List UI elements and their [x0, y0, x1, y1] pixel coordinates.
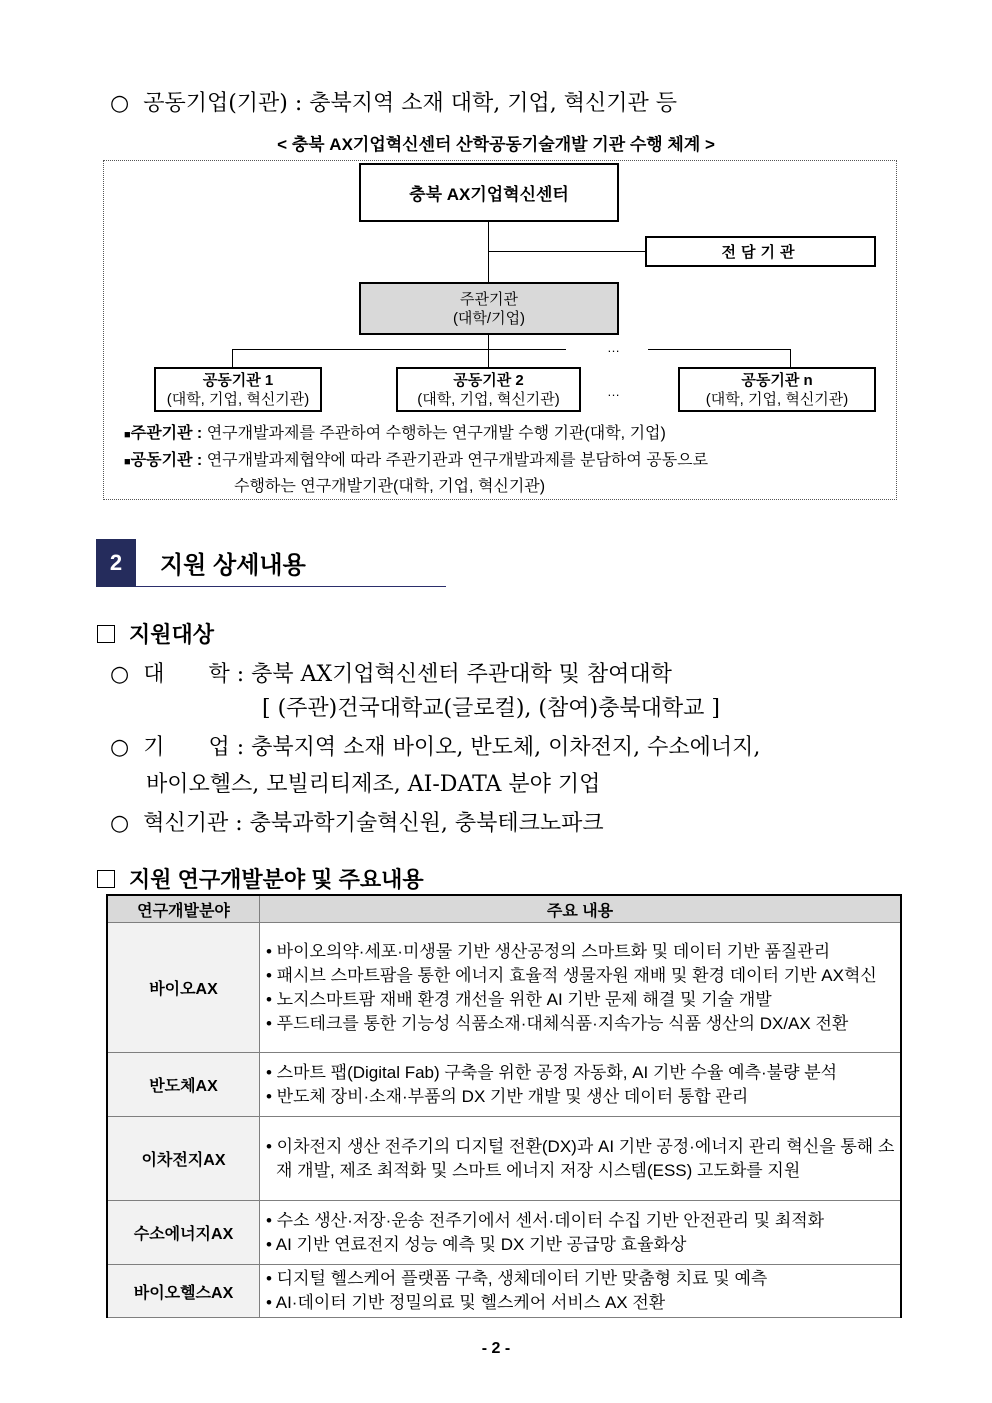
square-bullet-icon: ■: [124, 429, 131, 441]
bullet-marker: ○: [110, 91, 130, 116]
content-item: • 디지털 헬스케어 플랫폼 구축, 생체데이터 기반 맞춤형 치료 및 예측: [266, 1269, 768, 1288]
content-item: • AI·데이터 기반 정밀의료 및 헬스케어 서비스 AX 전환: [266, 1293, 666, 1312]
content-item: • 이차전지 생산 전주기의 디지털 전환(DX)과 AI 기반 공정·에너지 관리 혁신을 통해 소재 개발, 제조 최적화 및 스마트 에너지 저장 시스템(ESS) 고도화를 지원: [266, 1136, 895, 1180]
target-label: 혁신기관: [143, 811, 229, 836]
co-org-title: 공동기관 2: [453, 371, 524, 389]
field-category: 반도체AX: [107, 1053, 260, 1117]
bullet-text: 공동기업(기관) : 충북지역 소재 대학, 기업, 혁신기관 등: [143, 91, 678, 116]
circle-bullet-icon: ○: [110, 811, 130, 836]
targets-heading-text: 지원대상: [129, 622, 215, 647]
lead-org-sub: (대학/기업): [452, 309, 526, 327]
connector-line: [488, 251, 645, 252]
target-item-cont: [ (주관)건국대학교(글로컬), (참여)충북대학교 ]: [262, 696, 720, 721]
fields-heading: [97, 863, 424, 894]
lead-org-box: [359, 282, 619, 335]
legend-desc: 연구개발과제를 주관하여 수행하는 연구개발 수행 기관(대학, 기업): [206, 425, 666, 442]
content-item: • 푸드테크를 통한 기능성 식품소재·대체식품·지속가능 식품 생산의 DX/AX 전환: [266, 1013, 849, 1033]
fields-table: [106, 894, 902, 1318]
content-item: • 패시브 스마트팜을 통한 에너지 효율적 생물자원 재배 및 환경 데이터 기반 AX혁신: [266, 965, 877, 985]
target-text: : 충북지역 소재 바이오, 반도체, 이차전지, 수소에너지,: [236, 735, 761, 760]
section-number-badge: 2: [96, 539, 136, 587]
checkbox-square-icon: [97, 870, 115, 888]
header-content: 주요 내용: [260, 895, 902, 923]
legend-term: 공동기관 :: [130, 452, 203, 469]
content-item: • 바이오의약·세포·미생물 기반 생산공정의 스마트화 및 데이터 기반 품질관리: [266, 941, 831, 961]
top-bullet: [110, 86, 677, 117]
connector-line: [488, 335, 489, 367]
legend-term: 주관기관 :: [130, 425, 203, 442]
targets-heading: [97, 618, 214, 649]
diagram-title: < 충북 AX기업혁신센터 산학공동기술개발 기관 수행 체계 >: [277, 135, 715, 154]
connector-line: [648, 349, 791, 350]
target-item: [110, 730, 760, 761]
ellipsis: …: [607, 340, 620, 355]
co-org-title: 공동기관 n: [741, 371, 813, 389]
table-row: [107, 923, 901, 1053]
target-item-cont: 바이오헬스, 모빌리티제조, AI-DATA 분야 기업: [146, 772, 601, 797]
legend-item: [124, 421, 666, 448]
legend-item: [124, 448, 708, 475]
co-org-sub: (대학, 기업, 혁신기관): [417, 390, 560, 408]
field-content: [260, 923, 902, 1053]
field-category: 이차전지AX: [107, 1117, 260, 1201]
legend-desc-cont: 수행하는 연구개발기관(대학, 기업, 혁신기관): [234, 478, 546, 495]
table-header-row: [107, 895, 901, 923]
header-field: 연구개발분야: [107, 895, 260, 923]
legend-desc: 연구개발과제협약에 따라 주관기관과 연구개발과제를 분담하여 공동으로: [206, 452, 709, 469]
ellipsis: …: [607, 384, 620, 399]
target-label: 기 업: [143, 735, 230, 760]
co-org-box: [396, 367, 581, 412]
dedicated-org-label: 전담기관: [721, 244, 800, 261]
lead-org-title: 주관기관: [460, 290, 518, 308]
field-content: [260, 1265, 902, 1318]
dedicated-org-box: [645, 236, 876, 267]
field-content: [260, 1053, 902, 1117]
content-item: • 반도체 장비·소재·부품의 DX 기반 개발 및 생산 데이터 통합 관리: [266, 1086, 749, 1106]
square-bullet-icon: ■: [124, 456, 131, 468]
checkbox-square-icon: [97, 625, 115, 643]
co-org-box: [154, 367, 322, 412]
center-org-label: 충북 AX기업혁신센터: [409, 185, 569, 204]
field-category: 바이오AX: [107, 923, 260, 1053]
circle-bullet-icon: ○: [110, 735, 130, 760]
target-text: : 충북과학기술혁신원, 충북테크노파크: [235, 811, 604, 836]
connector-line: [488, 222, 489, 282]
connector-line: [232, 349, 566, 350]
circle-bullet-icon: ○: [110, 662, 130, 687]
section-underline: [136, 586, 446, 587]
table-row: [107, 1265, 901, 1318]
co-org-box: [678, 367, 876, 412]
co-org-sub: (대학, 기업, 혁신기관): [705, 390, 849, 408]
target-text: : 충북 AX기업혁신센터 주관대학 및 참여대학: [236, 662, 672, 687]
center-org-box: [359, 163, 619, 222]
section-title: 지원 상세내용: [160, 552, 306, 579]
table-row: [107, 1117, 901, 1201]
target-item: [110, 657, 672, 688]
content-item: • AI 기반 연료전지 성능 예측 및 DX 기반 공급망 효율화상: [266, 1234, 687, 1254]
co-org-title: 공동기관 1: [202, 371, 274, 389]
table-row: [107, 1053, 901, 1117]
table-row: [107, 1201, 901, 1265]
connector-line: [232, 349, 233, 367]
field-category: 수소에너지AX: [107, 1201, 260, 1265]
content-item: • 스마트 팹(Digital Fab) 구축을 위한 공정 자동화, AI 기반 수율 예측·불량 분석: [266, 1062, 838, 1082]
field-content: [260, 1117, 902, 1201]
content-item: • 노지스마트팜 재배 환경 개선을 위한 AI 기반 문제 해결 및 기술 개발: [266, 989, 772, 1009]
field-category: 바이오헬스AX: [107, 1265, 260, 1318]
target-label: 대 학: [143, 662, 230, 687]
field-content: [260, 1201, 902, 1265]
fields-heading-text: 지원 연구개발분야 및 주요내용: [129, 867, 424, 892]
co-org-sub: (대학, 기업, 혁신기관): [166, 390, 310, 408]
page-number: - 2 -: [481, 1340, 511, 1357]
connector-line: [790, 349, 791, 367]
content-item: • 수소 생산·저장·운송 전주기에서 센서·데이터 수집 기반 안전관리 및 최적화: [266, 1210, 825, 1230]
target-item: [110, 806, 604, 837]
